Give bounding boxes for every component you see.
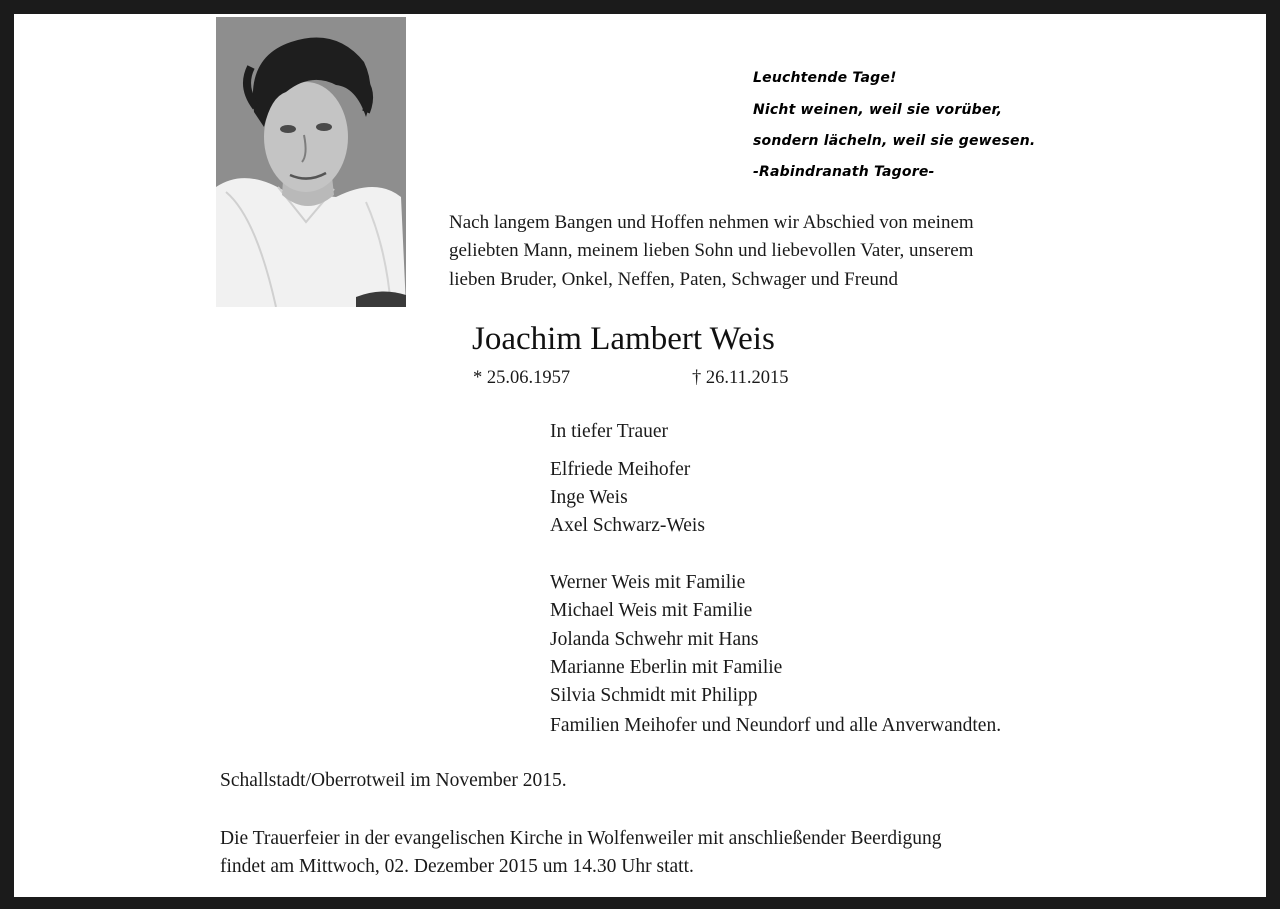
death-date: † 26.11.2015 xyxy=(692,368,789,388)
mourner-name: Familien Meihofer und Neundorf und alle Anverwandten. xyxy=(550,715,1002,736)
mourner-name: Michael Weis mit Familie xyxy=(550,600,753,621)
birth-date: * 25.06.1957 xyxy=(473,368,571,388)
mourner-name: Jolanda Schwehr mit Hans xyxy=(550,629,759,650)
quote-line-2: Nicht weinen, weil sie vorüber, xyxy=(753,102,1003,118)
intro-line-2: geliebten Mann, meinem lieben Sohn und liebevollen Vater, unserem xyxy=(449,240,974,261)
place-date: Schallstadt/Oberrotweil im November 2015. xyxy=(220,770,567,791)
service-line-1: Die Trauerfeier in der evangelischen Kirche in Wolfenweiler mit anschließender Beerdigung xyxy=(220,828,942,849)
mourner-name: Marianne Eberlin mit Familie xyxy=(550,657,783,678)
mourner-name: Elfriede Meihofer xyxy=(550,459,691,480)
intro-line-3: lieben Bruder, Onkel, Neffen, Paten, Schwager und Freund xyxy=(449,269,898,290)
quote-line-1: Leuchtende Tage! xyxy=(753,70,897,86)
intro-line-1: Nach langem Bangen und Hoffen nehmen wir Abschied von meinem xyxy=(449,212,974,233)
mourner-name: Werner Weis mit Familie xyxy=(550,572,746,593)
mourner-name: Silvia Schmidt mit Philipp xyxy=(550,685,758,706)
deceased-name: Joachim Lambert Weis xyxy=(472,321,775,357)
obituary-notice xyxy=(14,14,1266,897)
quote-line-3: sondern lächeln, weil sie gewesen. xyxy=(753,133,1036,149)
portrait-photo xyxy=(216,17,406,307)
quote-author: -Rabindranath Tagore- xyxy=(753,164,935,180)
service-line-2: findet am Mittwoch, 02. Dezember 2015 um 14.30 Uhr statt. xyxy=(220,856,694,877)
mourner-name: Axel Schwarz-Weis xyxy=(550,515,705,536)
portrait-illustration xyxy=(216,17,406,307)
mourners-heading: In tiefer Trauer xyxy=(550,421,669,442)
mourner-name: Inge Weis xyxy=(550,487,628,508)
